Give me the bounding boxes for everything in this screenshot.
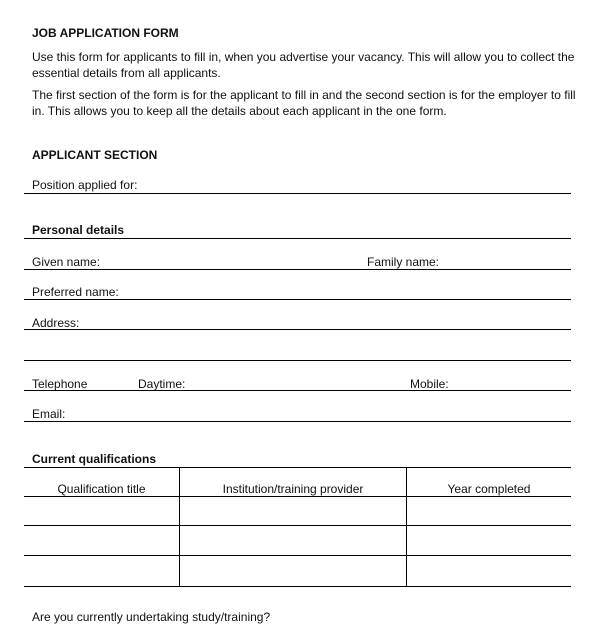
intro-paragraph-2: The first section of the form is for the applicant to fill in and the second section is for the employer to fill in. This allows you to keep all the details about each applicant in the one form.: [32, 88, 576, 118]
email-label: Email:: [32, 407, 66, 421]
study-question: Are you currently undertaking study/training?: [32, 610, 271, 624]
telephone-label: Telephone: [32, 377, 88, 391]
position-label: Position applied for:: [32, 178, 138, 192]
table-cell[interactable]: [180, 556, 406, 586]
column-header-year-completed: Year completed: [447, 482, 531, 496]
applicant-section-title: APPLICANT SECTION: [32, 148, 158, 162]
position-field-line[interactable]: [24, 193, 571, 194]
address-field-line-1[interactable]: [24, 329, 571, 330]
table-cell[interactable]: [407, 556, 571, 586]
table-cell[interactable]: [24, 556, 179, 586]
table-cell[interactable]: [180, 497, 406, 525]
table-cell[interactable]: [24, 497, 179, 525]
form-title: JOB APPLICATION FORM: [32, 26, 179, 40]
column-header-qualification-title: Qualification title: [57, 482, 146, 496]
intro-paragraph-1: Use this form for applicants to fill in, when you advertise your vacancy. This will allow you to collect the essential details from all applicants.: [32, 50, 575, 80]
telephone-field-line[interactable]: [24, 390, 571, 391]
personal-details-divider: [24, 238, 571, 239]
family-name-label: Family name:: [367, 255, 440, 269]
table-cell[interactable]: [407, 526, 571, 555]
personal-details-heading: Personal details: [32, 223, 125, 237]
column-header-institution: Institution/training provider: [222, 482, 364, 496]
given-name-label: Given name:: [32, 255, 101, 269]
mobile-label: Mobile:: [410, 377, 449, 391]
qualifications-heading: Current qualifications: [32, 452, 157, 466]
email-field-line[interactable]: [24, 421, 571, 422]
preferred-name-field-line[interactable]: [24, 299, 571, 300]
address-field-line-2[interactable]: [24, 360, 571, 361]
table-cell[interactable]: [180, 526, 406, 555]
preferred-name-label: Preferred name:: [32, 285, 119, 299]
table-cell[interactable]: [24, 526, 179, 555]
table-cell[interactable]: [407, 497, 571, 525]
daytime-label: Daytime:: [138, 377, 186, 391]
name-field-line[interactable]: [24, 269, 571, 270]
address-label: Address:: [32, 316, 80, 330]
table-top-border: [24, 467, 571, 468]
table-bottom-border: [24, 586, 571, 587]
